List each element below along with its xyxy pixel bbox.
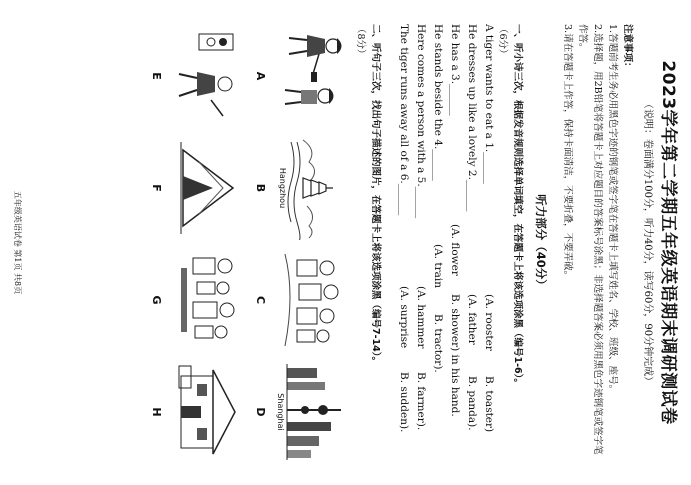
picture-letter: B <box>254 183 267 193</box>
question-1-header <box>495 24 525 469</box>
picture-b-hangzhou <box>275 136 347 240</box>
picture-letter: G <box>150 295 163 305</box>
q1-line-text: Here comes a person with a 5.______ <box>415 24 427 219</box>
picture-f-tent <box>171 136 243 240</box>
skyline-icon <box>275 360 347 464</box>
sport-scene-icon <box>171 24 243 128</box>
picture-letter: H <box>150 407 163 417</box>
note-item: 3.请在答题卡上作答，保持卡面清洁，不要折叠，不要弄破。 <box>562 24 573 281</box>
q1-line <box>415 24 427 431</box>
q1-option-b: B. panda). <box>466 376 478 431</box>
picture-g-family <box>171 248 243 352</box>
q1-option-b: B. shower) in his hand. <box>449 294 461 417</box>
picture-letter: C <box>254 295 267 305</box>
question-2-header <box>353 24 383 469</box>
picture-letter: F <box>150 184 163 192</box>
picture-d-shanghai <box>275 360 347 464</box>
q1-line <box>449 24 461 417</box>
q1-points: （6分） <box>497 24 508 59</box>
people-group-icon <box>275 248 347 352</box>
q1-option-b: B. toaster) <box>483 376 495 433</box>
q1-line-text: The tiger runs away all of a 6.______ <box>398 24 410 216</box>
q1-option-b: B. tractor). <box>432 314 444 373</box>
picture-letter: A <box>254 71 267 81</box>
section-heading: 听力部分（40分） <box>534 194 548 291</box>
note-item: 2.选择题，用2B铅笔将答题卡上对应题目的答案标号涂黑；非选择题答案必须用黑色字迹钢笔或签字笔作答。 <box>577 24 603 455</box>
picture-e-sport <box>171 24 243 128</box>
family-icon <box>171 248 243 352</box>
q1-option-a: (A. father <box>466 294 478 345</box>
q2-points: （8分） <box>355 24 366 59</box>
q1-instruction: 一、听小诗三次，根据发音规则选择单词填空，在答题卡上将该选项涂黑（编号1-6）。 <box>512 24 523 388</box>
picture-a-kids <box>275 24 347 128</box>
q2-instruction: 二、听句子三次，找出句子描述的图片，在答题卡上将该选项涂黑（编号7-14）。 <box>370 24 381 367</box>
picture-letter: D <box>254 407 267 417</box>
kids-drawing-icon <box>275 24 347 128</box>
tent-icon <box>171 136 243 240</box>
page-footer: 五年级英语试卷 第1页 共8页 <box>13 190 22 295</box>
q1-option-a: (A. train <box>432 244 444 288</box>
q1-line-text: He dresses up like a lovely 2.______ <box>466 24 478 212</box>
q1-line <box>432 24 444 373</box>
q1-line <box>398 24 410 433</box>
q1-option-a: (A. flower <box>449 224 461 276</box>
notes-heading: 注意事项： <box>622 24 633 72</box>
picture-c-group <box>275 248 347 352</box>
q1-option-b: B. farmer). <box>415 372 427 431</box>
building-icon <box>171 360 243 464</box>
q1-line-text: A tiger wants to eat a 1.______ <box>483 24 495 184</box>
q1-line <box>466 24 478 431</box>
picture-d-caption: Shanghai <box>276 393 285 431</box>
exam-title: 2023学年第二学期五年级英语期末调研测试卷 <box>658 60 678 425</box>
q1-line-text: He has a 3.______ <box>449 24 461 116</box>
exam-subtitle: （说明：卷面满分100分，听力40分，读写60分，90分钟完成） <box>642 98 653 387</box>
q1-option-a: (A. rooster <box>483 294 495 351</box>
notes-block <box>560 24 635 464</box>
q1-line <box>483 24 495 433</box>
note-item: 1.答题前考生务必用黑色字迹的钢笔或签字笔在答题卡上填写姓名、学校、班级、座号。 <box>607 24 618 395</box>
picture-letter: E <box>150 72 163 80</box>
q1-option-a: (A. surprise <box>398 286 410 349</box>
q1-option-b: B. sudden). <box>398 372 410 433</box>
picture-b-caption: Hangzhou <box>278 167 287 209</box>
picture-h-building <box>171 360 243 464</box>
q1-line-text: He stands beside the 4.______ <box>432 24 444 181</box>
q1-option-a: (A. hammer <box>415 286 427 349</box>
